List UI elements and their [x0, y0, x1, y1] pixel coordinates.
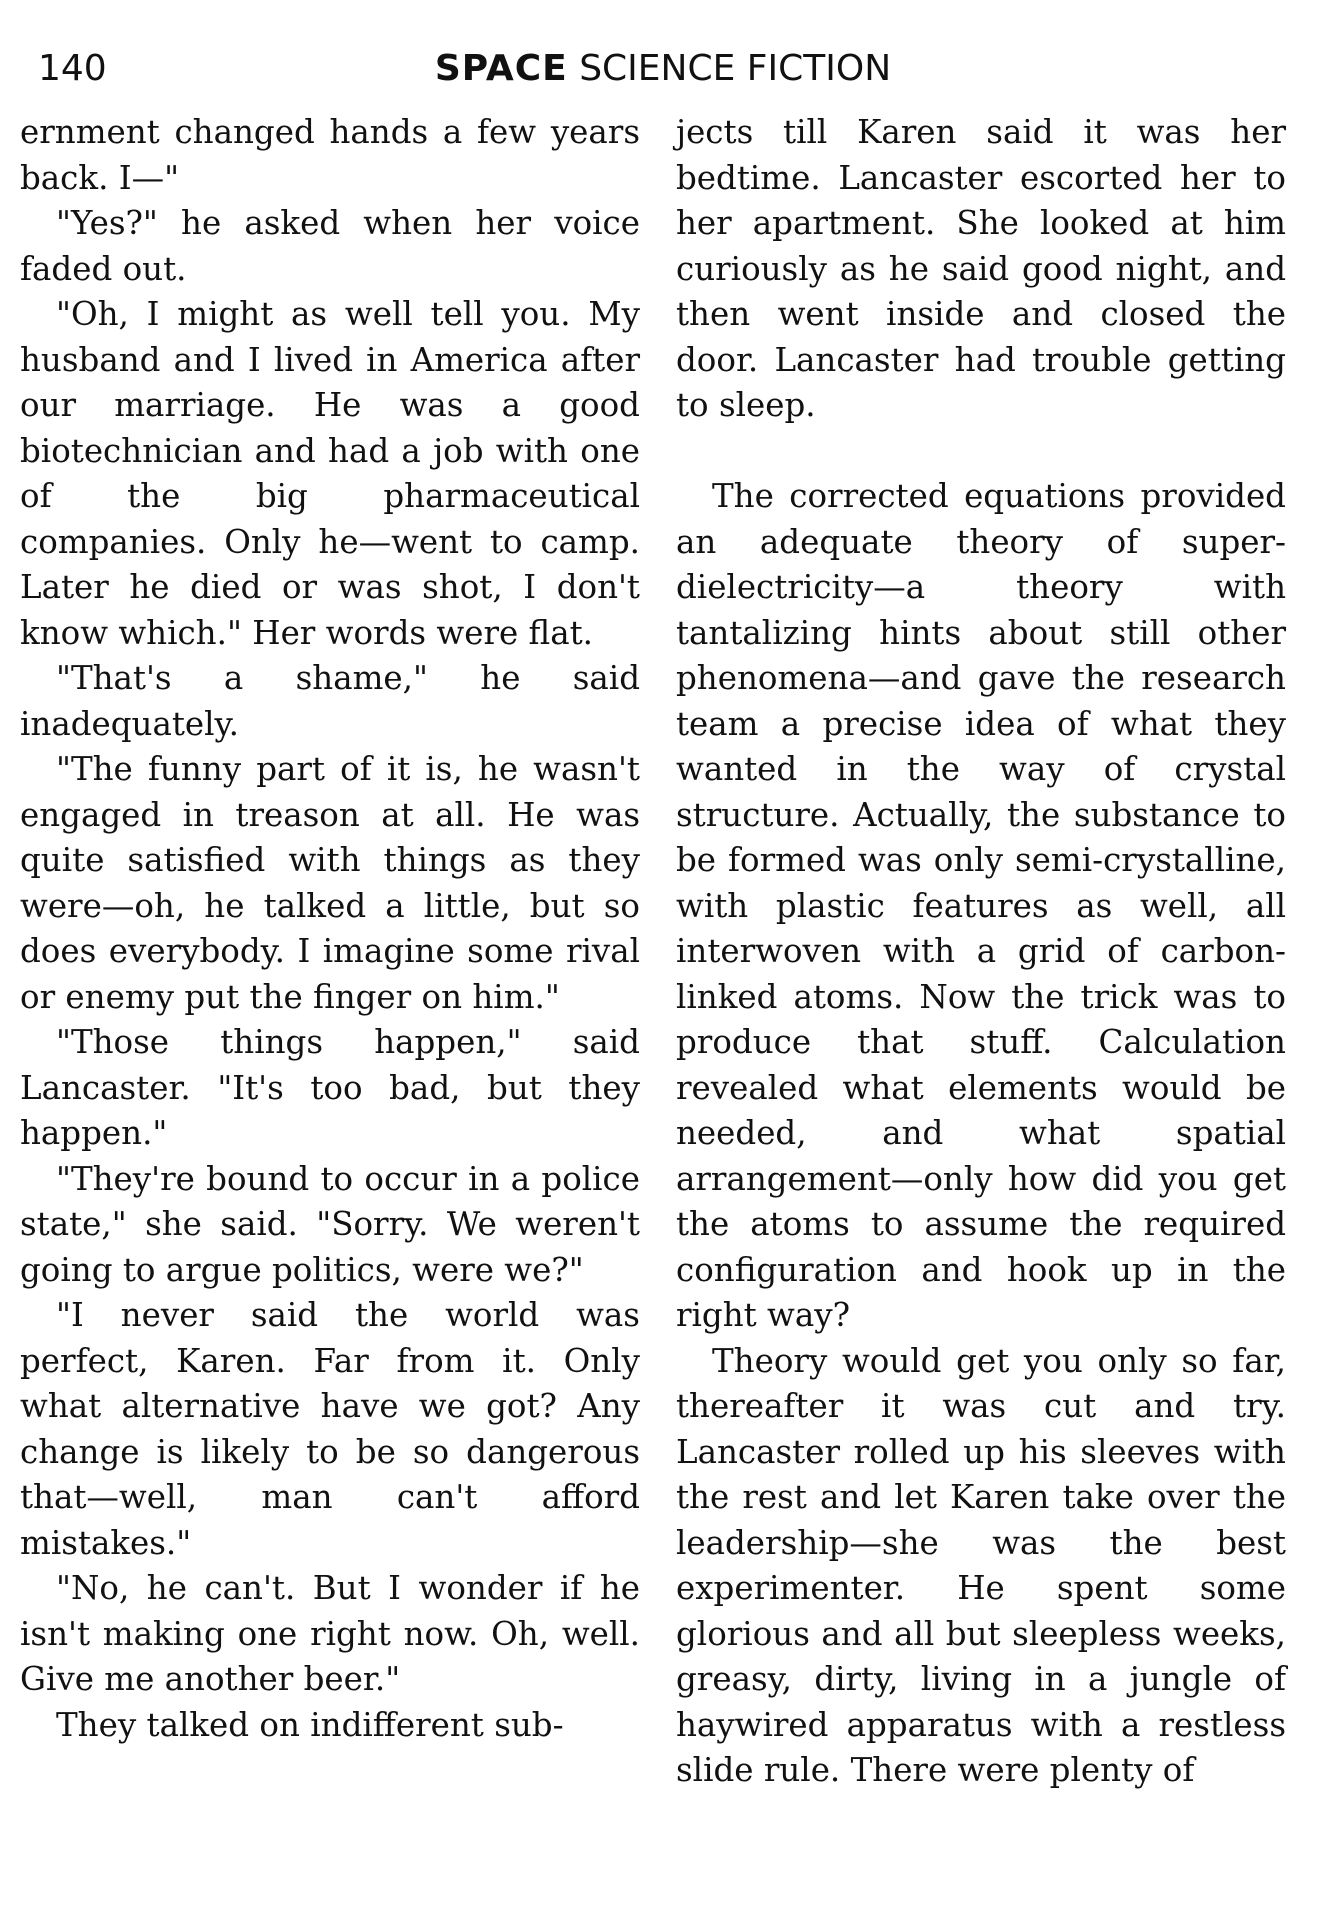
running-title-bold: SPACE — [434, 48, 568, 89]
page-number: 140 — [38, 48, 107, 89]
page-header — [38, 48, 1288, 94]
running-title — [38, 48, 1288, 89]
paragraph: "I never said the world was perfect, Karen. Far from it. Only what alternative have we got? Any change is likely to be so dangerous that—well, man can't afford mistakes." — [20, 1296, 640, 1562]
section-break-paragraph: The corrected equations provided an adequate theory of super-dielectricity—a theory with tantalizing hints about still other phenomena—and gave the research team a precise idea of what they wanted in the way of crystal structure. Actually, the substance to be formed was only semi-crystalline, with plastic features as well, all interwoven with a grid of carbon-linked atoms. Now the trick was to produce that stuff. Calculation revealed what elements would be needed, and what spatial arrangement—only how did you get the atoms to assume the required configuration and hook up in the right way? — [676, 477, 1286, 1334]
paragraph: Theory would get you only so far, thereafter it was cut and try. Lancaster rolled up his sleeves with the rest and let Karen take over the leadership—she was the best experimenter. He spent some glorious and all but sleepless weeks, greasy, dirty, living in a jungle of haywired apparatus with a restless slide rule. There were plenty of — [676, 1341, 1286, 1789]
paragraph: "Those things happen," said Lancaster. "It's too bad, but they happen." — [20, 1023, 640, 1152]
paragraph: "The funny part of it is, he wasn't engaged in treason at all. He was quite satisfied with things as they were—oh, he talked a little, but so does everybody. I imagine some rival or enemy put the finger on him." — [20, 750, 640, 1016]
paragraph: "Yes?" he asked when her voice faded out. — [20, 204, 640, 288]
paragraph: "That's a shame," he said inadequately. — [20, 659, 640, 743]
paragraph: jects till Karen said it was her bedtime. Lancaster escorted her to her apartment. She looked at him curiously as he said good night, and then went inside and closed the door. Lancaster had trouble getting to sleep. — [676, 113, 1286, 424]
running-title-rest: SCIENCE FICTION — [579, 48, 892, 89]
paragraph: "No, he can't. But I wonder if he isn't making one right now. Oh, well. Give me another beer." — [20, 1569, 640, 1698]
paragraph: "Oh, I might as well tell you. My husband and I lived in America after our marriage. He was a good biotechnician and had a job with one of the big pharmaceutical companies. Only he—went to camp. Later he died or was shot, I don't know which." Her words were flat. — [20, 295, 640, 652]
paragraph: "They're bound to occur in a police state," she said. "Sorry. We weren't going to argue politics, were we?" — [20, 1159, 640, 1289]
left-column — [20, 110, 640, 1748]
right-column — [676, 110, 1286, 1794]
paragraph: ernment changed hands a few years back. I—" — [20, 113, 640, 197]
paragraph: They talked on indifferent sub- — [56, 1705, 564, 1744]
